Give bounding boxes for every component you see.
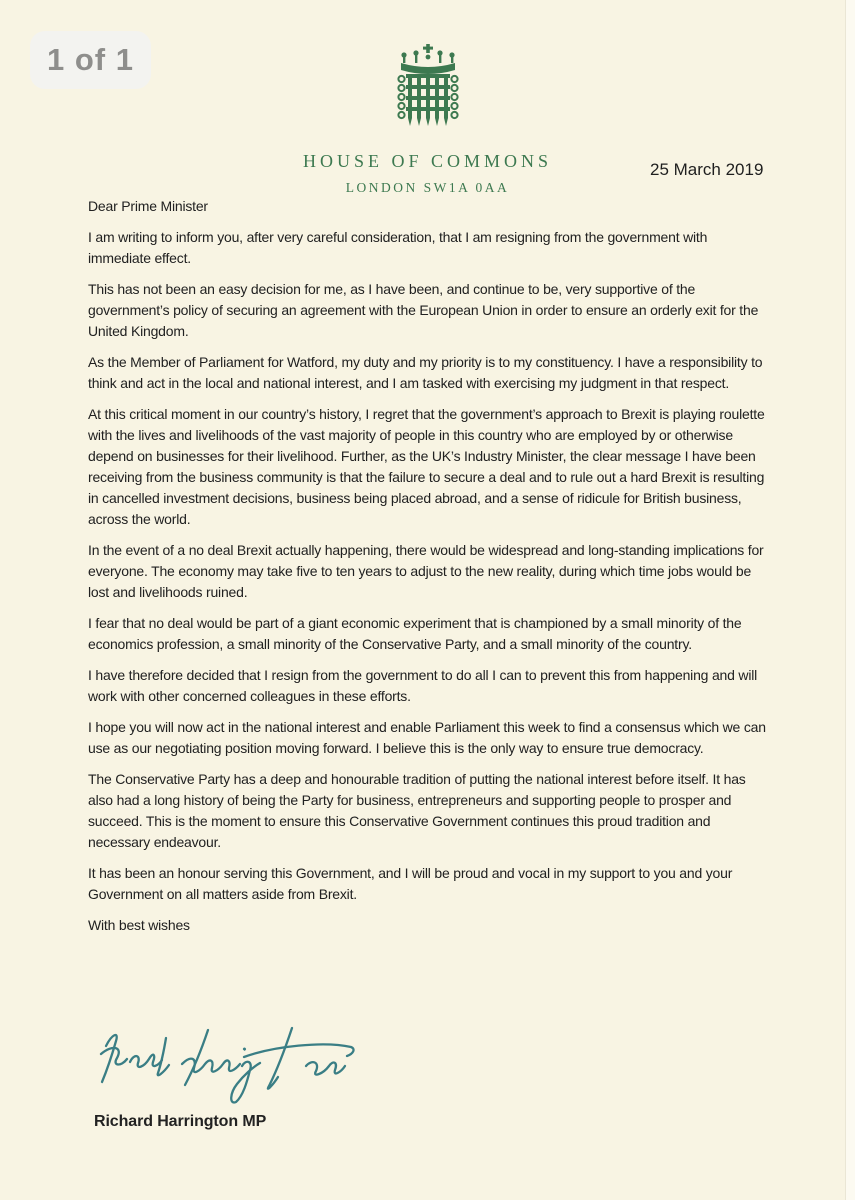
signature-scribble	[92, 1022, 364, 1119]
paragraph: This has not been an easy decision for me, as I have been, and continue to be, very supportive of the government’s policy of securing an agreement with the European Union in order to ensure an orderly exit for the United Kingdom.	[88, 281, 759, 339]
paragraph: I have therefore decided that I resign from the government to do all I can to prevent this from happening and will work with other concerned colleagues in these efforts.	[88, 667, 758, 704]
portcullis-crest-icon	[396, 44, 460, 137]
paragraph: I am writing to inform you, after very careful consideration, that I am resigning from the government with immediate effect.	[88, 229, 708, 266]
paragraph: At this critical moment in our country’s history, I regret that the government’s approach to Brexit is playing roulette with the lives and livelihoods of the vast majority of people in this country who are employed by or otherwise depend on businesses for their livelihood. Further, as the UK’s Industry Minister, the clear message I have been receiving from the business community is that the failure to secure a deal and to rule out a hard Brexit is resulting in cancelled investment decisions, business being placed abroad, and a sense of ridicule for British business, across the world.	[88, 406, 765, 527]
paragraph: In the event of a no deal Brexit actually happening, there would be widespread and long-standing implications for everyone. The economy may take five to ten years to adjust to the new reality, during which time jobs would be lost and livelihoods ruined.	[88, 542, 764, 600]
paragraph: I hope you will now act in the national interest and enable Parliament this week to find a consensus which we can use as our negotiating position moving forward. I believe this is the only way to ensure true democracy.	[88, 719, 766, 756]
page-indicator-label: 1 of 1	[47, 42, 134, 77]
salutation: Dear Prime Minister	[88, 198, 208, 214]
letter-body	[88, 196, 772, 946]
paragraph: It has been an honour serving this Government, and I will be proud and vocal in my support to you and your Government on all matters aside from Brexit.	[88, 865, 733, 902]
paragraph: As the Member of Parliament for Watford, my duty and my priority is to my constituency. I have a responsibility to think and act in the local and national interest, and I am tasked with exercising my judgment in that respect.	[88, 354, 763, 391]
letter-date: 25 March 2019	[650, 160, 764, 179]
paragraph: I fear that no deal would be part of a giant economic experiment that is championed by a small minority of the economics profession, a small minority of the Conservative Party, and a small minority of the country.	[88, 615, 742, 652]
closing: With best wishes	[88, 917, 190, 933]
letterhead-address: LONDON SW1A 0AA	[345, 180, 510, 195]
signed-name: Richard Harrington MP	[94, 1113, 267, 1130]
paragraph: The Conservative Party has a deep and honourable tradition of putting the national interest before itself. It has also had a long history of being the Party for business, entrepreneurs and supporting people to prosper and succeed. This is the moment to ensure this Conservative Government continues this proud tradition and necessary endeavour.	[88, 771, 746, 850]
letterhead-title: HOUSE OF COMMONS	[302, 151, 553, 171]
